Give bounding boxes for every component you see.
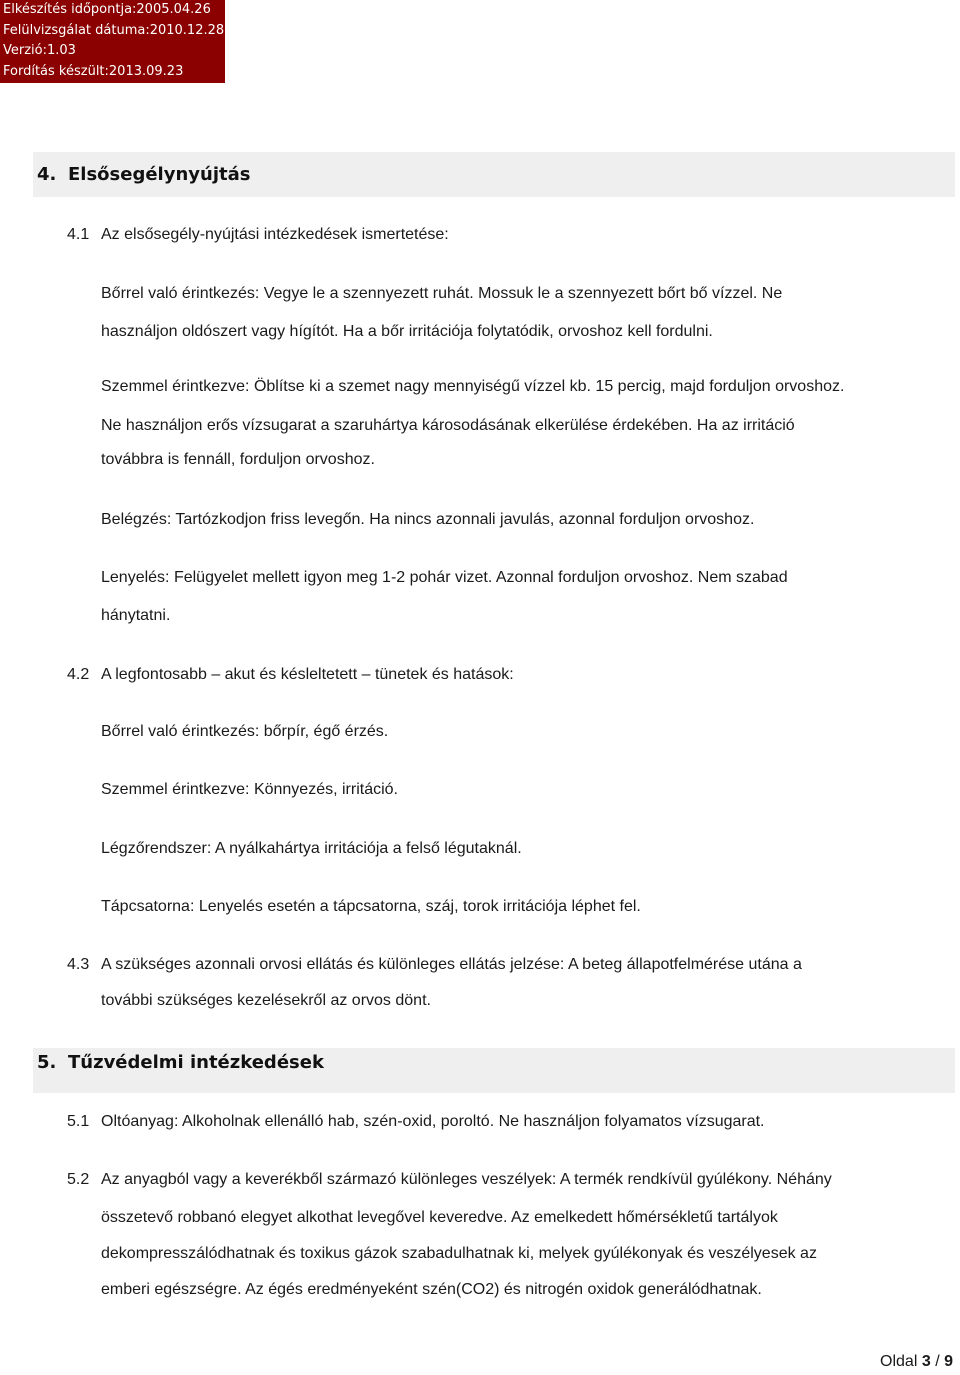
page-separator: / [935, 1353, 940, 1370]
section-title: Elsősegélynyújtás [68, 164, 251, 185]
current-page: 3 [921, 1353, 931, 1370]
paragraph-line: összetevő robbanó elegyet alkothat levegővel keveredve. Az emelkedett hőmérsékletű tartályok [101, 1209, 778, 1226]
paragraph-line: Lenyelés: Felügyelet mellett igyon meg 1-2 pohár vizet. Azonnal forduljon orvoshoz. Nem szabad [101, 569, 788, 586]
paragraph-line: Bőrrel való érintkezés: bőrpír, égő érzés. [101, 723, 389, 740]
section-number: 4. [37, 164, 57, 185]
paragraph-line: Oltóanyag: Alkoholnak ellenálló hab, szén-oxid, poroltó. Ne használjon folyamatos vízsugarat. [101, 1113, 765, 1130]
paragraph-line: Tápcsatorna: Lenyelés esetén a tápcsatorna, száj, torok irritációja léphet fel. [101, 898, 641, 915]
paragraph-line: Bőrrel való érintkezés: Vegye le a szennyezett ruhát. Mossuk le a szennyezett bőrt bő vízzel. Ne [101, 285, 783, 302]
paragraph-line: Belégzés: Tartózkodjon friss levegőn. Ha nincs azonnali javulás, azonnal forduljon orvoshoz. [101, 511, 755, 528]
translation-date: Fordítás készült:2013.09.23 [3, 63, 184, 79]
paragraph-line: további szükséges kezelésekről az orvos dönt. [101, 992, 431, 1009]
subsection-number: 5.1 [67, 1113, 90, 1130]
paragraph-line: A szükséges azonnali orvosi ellátás és különleges ellátás jelzése: A beteg állapotfelmérése utána a [101, 956, 802, 973]
paragraph-line: Légzőrendszer: A nyálkahártya irritációja a felső légutaknál. [101, 840, 522, 857]
page-number [880, 1353, 953, 1371]
section-5-heading [33, 1048, 955, 1093]
paragraph-line: emberi egészségre. Az égés eredményeként szén(CO2) és nitrogén oxidok generálódhatnak. [101, 1281, 762, 1298]
paragraph-line: Szemmel érintkezve: Könnyezés, irritáció. [101, 781, 398, 798]
paragraph-line: Ne használjon erős vízsugarat a szaruhártya károsodásának elkerülése érdekében. Ha az irritáció [101, 417, 795, 434]
document-info-box [0, 0, 225, 83]
paragraph-line: továbbra is fennáll, forduljon orvoshoz. [101, 451, 375, 468]
subsection-number: 4.3 [67, 956, 90, 973]
paragraph-line: hánytatni. [101, 607, 171, 624]
paragraph-line: használjon oldószert vagy hígítót. Ha a bőr irritációja folytatódik, orvoshoz kell fordulni. [101, 323, 713, 340]
created-date: Elkészítés időpontja:2005.04.26 [3, 2, 211, 17]
subsection-number: 5.2 [67, 1171, 90, 1188]
section-4-heading [33, 152, 955, 197]
paragraph-line: Az anyagból vagy a keverékből származó különleges veszélyek: A termék rendkívül gyúlékony. Néhány [101, 1171, 832, 1188]
subsection-number: 4.2 [67, 666, 90, 683]
section-title: Tűzvédelmi intézkedések [68, 1052, 324, 1073]
paragraph-line: dekompresszálódhatnak és toxikus gázok szabadulhatnak ki, melyek gyúlékonyak és veszélyesek az [101, 1245, 817, 1262]
paragraph-line: Szemmel érintkezve: Öblítse ki a szemet nagy mennyiségű vízzel kb. 15 percig, majd forduljon orvoshoz. [101, 378, 845, 395]
subsection-title: A legfontosabb – akut és késleltetett – tünetek és hatások: [101, 666, 514, 683]
subsection-number: 4.1 [67, 226, 90, 243]
section-number: 5. [37, 1052, 57, 1073]
subsection-title: Az elsősegély-nyújtási intézkedések ismertetése: [101, 226, 449, 243]
page-label: Oldal [880, 1353, 918, 1370]
version: Verzió:1.03 [3, 43, 76, 58]
revised-date: Felülvizsgálat dátuma:2010.12.28 [3, 22, 225, 38]
total-pages: 9 [944, 1353, 953, 1370]
